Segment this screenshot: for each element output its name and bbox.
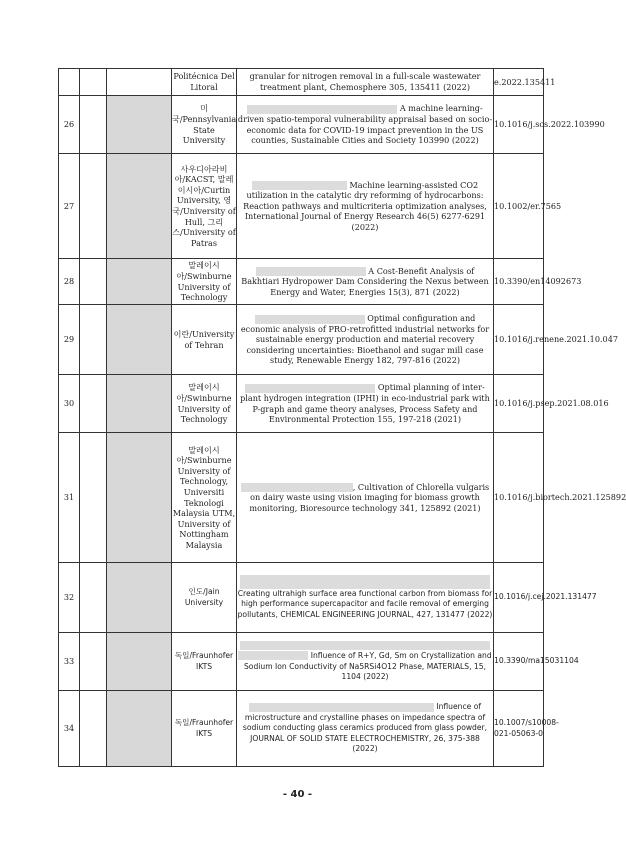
reference-text: Influence of R+Y, Gd, Sm on Crystallization and Sodium Ion Conductivity of Na5RSi4O12 Phase, MATERIALS, 15, 1104 (2022) bbox=[243, 650, 492, 682]
institution-cell: 말레이시아/Swinburne University of Technology bbox=[172, 259, 237, 305]
redaction-bar bbox=[247, 105, 397, 114]
table-row bbox=[59, 691, 544, 767]
doi-cell: 10.1002/er.7565 bbox=[494, 154, 544, 259]
blank-cell bbox=[80, 154, 107, 259]
table-row bbox=[59, 633, 544, 691]
blank-cell bbox=[80, 305, 107, 375]
institution-cell: 미국/Pennsylvania State University bbox=[172, 96, 237, 154]
reference-cell bbox=[237, 154, 494, 259]
table-row bbox=[59, 154, 544, 259]
table-row bbox=[59, 69, 544, 96]
reference-text: , Cultivation of Chlorella vulgaris on dairy waste using vision imaging for biomass growth monitoring, Bioresource technology 341, 125892 (2021) bbox=[249, 481, 490, 513]
blank-cell bbox=[80, 633, 107, 691]
table-row bbox=[59, 433, 544, 563]
blank-cell bbox=[80, 96, 107, 154]
redacted-cell bbox=[107, 691, 172, 767]
redacted-cell bbox=[107, 259, 172, 305]
reference-text: A Cost-Benefit Analysis of Bakhtiari Hydropower Dam Considering the Nexus between Energy and Water, Energies 15(3), 871 (2022) bbox=[241, 265, 489, 297]
institution-cell: 독일/Fraunhofer IKTS bbox=[172, 691, 237, 767]
row-number: 31 bbox=[59, 433, 80, 563]
institution-cell: Politécnica Del Litoral bbox=[172, 69, 237, 96]
reference-cell bbox=[237, 259, 494, 305]
redacted-cell bbox=[107, 305, 172, 375]
redacted-cell bbox=[107, 96, 172, 154]
blank-cell bbox=[80, 433, 107, 563]
blank-cell bbox=[107, 69, 172, 96]
redacted-cell bbox=[107, 375, 172, 433]
reference-cell bbox=[237, 433, 494, 563]
reference-text: Creating ultrahigh surface area functional carbon from biomass for high performance supercapacitor and facile removal of emerging pollutants, CHEMICAL ENGINEERING JOURNAL, 427, 131477 (2022) bbox=[237, 588, 493, 619]
blank-cell bbox=[80, 563, 107, 633]
doi-cell: 10.1016/j.psep.2021.08.016 bbox=[494, 375, 544, 433]
redaction-bar bbox=[252, 181, 347, 190]
doi-cell: 10.3390/ma15031104 bbox=[494, 633, 544, 691]
institution-cell: 말레이시아/Swinburne University of Technology, Universiti Teknologi Malaysia UTM, University of Nottingham Malaysia bbox=[172, 433, 237, 563]
redaction-bar bbox=[240, 575, 490, 589]
table-row bbox=[59, 96, 544, 154]
row-number: 27 bbox=[59, 154, 80, 259]
table-row bbox=[59, 305, 544, 375]
doi-cell: 10.1016/j.scs.2022.103990 bbox=[494, 96, 544, 154]
redacted-cell bbox=[107, 433, 172, 563]
table-row bbox=[59, 259, 544, 305]
redaction-bar bbox=[255, 315, 365, 324]
reference-cell bbox=[237, 96, 494, 154]
row-number: 29 bbox=[59, 305, 80, 375]
redacted-cell bbox=[107, 154, 172, 259]
doi-cell: 10.1016/j.renene.2021.10.047 bbox=[494, 305, 544, 375]
blank-cell bbox=[80, 259, 107, 305]
doi-cell: 10.1007/s10008-021-05063-0 bbox=[494, 691, 544, 767]
table-row bbox=[59, 375, 544, 433]
institution-cell: 말레이시아/Swinburne University of Technology bbox=[172, 375, 237, 433]
table-row bbox=[59, 563, 544, 633]
doi-cell: 10.1016/j.biortech.2021.125892 bbox=[494, 433, 544, 563]
redaction-bar bbox=[256, 267, 366, 276]
doi-cell: 10.3390/en14092673 bbox=[494, 259, 544, 305]
doi-cell: e.2022.135411 bbox=[494, 69, 544, 96]
redacted-cell bbox=[107, 633, 172, 691]
reference-cell: granular for nitrogen removal in a full-scale wastewater treatment plant, Chemosphere 305, 135411 (2022) bbox=[237, 69, 494, 96]
row-number: 26 bbox=[59, 96, 80, 154]
reference-text: Influence of microstructure and crystalline phases on impedance spectra of sodium conducting glass ceramics produced from glass powder, JOURNAL OF SOLID STATE ELECTROCHEMISTRY, 26, 375-388 (2022) bbox=[242, 702, 488, 754]
institution-cell: 이란/University of Tehran bbox=[172, 305, 237, 375]
redaction-bar bbox=[240, 641, 490, 650]
reference-cell bbox=[237, 563, 494, 633]
reference-cell bbox=[237, 633, 494, 691]
reference-text: Optimal planning of inter-plant hydrogen integration (IPHI) in eco-industrial park with P-graph and game theory analyses, Process Safety and Environmental Protection 155, 197-218 (2021) bbox=[240, 382, 490, 425]
redaction-bar bbox=[238, 651, 308, 660]
row-number: 28 bbox=[59, 259, 80, 305]
institution-cell: 사우디아라비아/KACST, 말레이시아/Curtin University, 영국/University of Hull, 그리스/University of Patras bbox=[172, 154, 237, 259]
redacted-cell bbox=[107, 563, 172, 633]
reference-cell bbox=[237, 305, 494, 375]
row-number bbox=[59, 69, 80, 96]
reference-text: A machine learning-driven spatio-temporal vulnerability appraisal based on socio-economic data for COVID-19 impact prevention in the US counties, Sustainable Cities and Society 103990 (2022) bbox=[237, 103, 493, 146]
row-number: 32 bbox=[59, 563, 80, 633]
redaction-bar bbox=[241, 483, 353, 492]
doi-cell: 10.1016/j.cej.2021.131477 bbox=[494, 563, 544, 633]
reference-cell bbox=[237, 375, 494, 433]
row-number: 33 bbox=[59, 633, 80, 691]
institution-cell: 인도/Jain University bbox=[172, 563, 237, 633]
row-number: 34 bbox=[59, 691, 80, 767]
page-number: - 40 - bbox=[282, 789, 313, 800]
redaction-bar bbox=[245, 384, 375, 393]
blank-cell bbox=[80, 375, 107, 433]
references-table bbox=[58, 68, 626, 767]
reference-cell bbox=[237, 691, 494, 767]
blank-cell bbox=[80, 691, 107, 767]
redaction-bar bbox=[249, 703, 434, 712]
institution-cell: 독일/Fraunhofer IKTS bbox=[172, 633, 237, 691]
blank-cell bbox=[80, 69, 107, 96]
reference-text: Optimal configuration and economic analysis of PRO-retrofitted industrial networks for sustainable energy production and material recovery considering uncertainties: Bioethanol and sugar mill case study, Renewable Energy 182, 797-816 (2022) bbox=[240, 313, 490, 366]
reference-text: Machine learning-assisted CO2 utilization in the catalytic dry reforming of hydrocarbons: Reaction pathways and multicriteria optimization analyses, International Journal of Energy Research 46(5) 6277-6291 (2022) bbox=[243, 179, 487, 232]
row-number: 30 bbox=[59, 375, 80, 433]
